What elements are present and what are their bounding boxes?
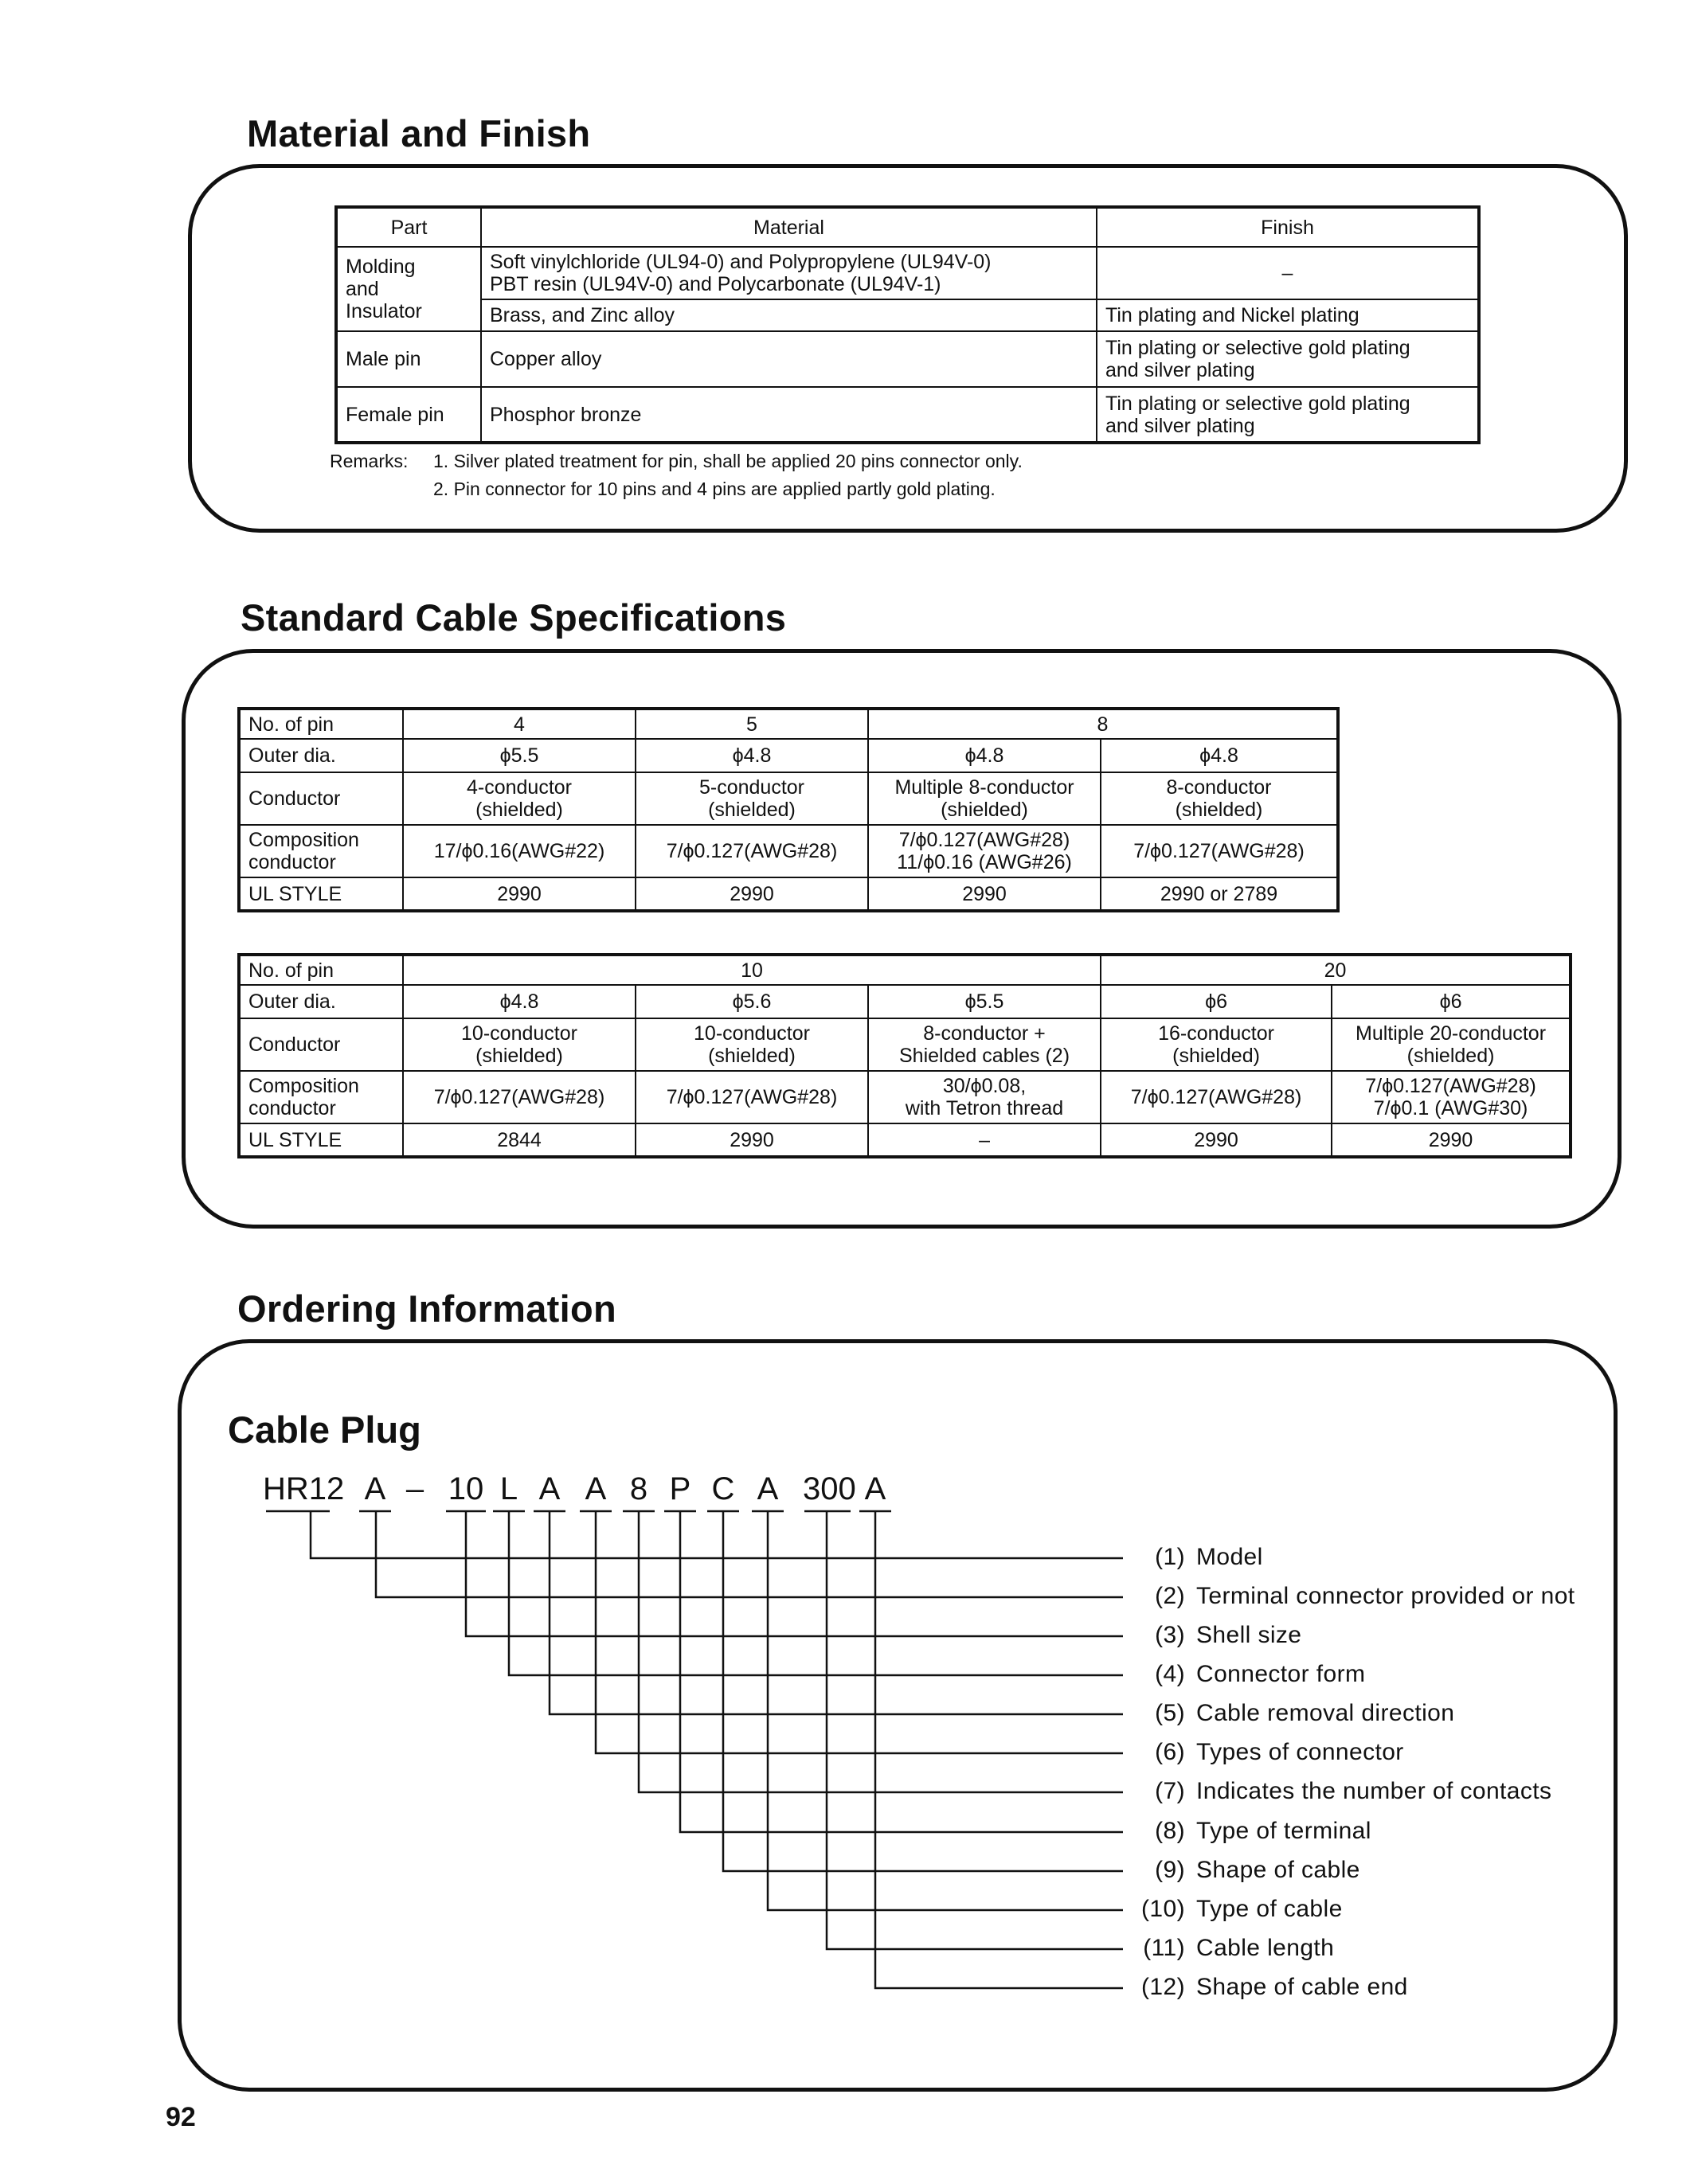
remark-1: 1. Silver plated treatment for pin, shall be applied 20 pins connector only. — [433, 451, 1023, 471]
cable-plug-subtitle: Cable Plug — [228, 1408, 421, 1451]
code-model: HR12 — [263, 1471, 345, 1506]
remarks-label: Remarks: — [330, 451, 409, 471]
material-molding: Soft vinylchloride (UL94-0) and Polypropylene (UL94V-0) PBT resin (UL94V-0) and Polycarbonate (UL94V-1) — [481, 247, 1097, 299]
pin-group: 8 — [868, 709, 1338, 739]
composition: 17/ϕ0.16(AWG#22) — [403, 825, 636, 877]
section-title-cable-specs: Standard Cable Specifications — [241, 596, 787, 639]
outer-dia: ϕ5.5 — [403, 739, 636, 772]
composition: 30/ϕ0.08, with Tetron thread — [868, 1071, 1101, 1123]
legend-item — [1129, 1583, 1575, 1610]
legend-item — [1129, 1974, 1408, 2001]
conductor: 8-conductor + Shielded cables (2) — [868, 1018, 1101, 1071]
legend-label: Terminal connector provided or not — [1196, 1583, 1575, 1609]
pin-group: 4 — [403, 709, 636, 739]
row-label-pins: No. of pin — [239, 955, 403, 985]
material-shell: Brass, and Zinc alloy — [481, 299, 1097, 331]
conductor: Multiple 20-conductor (shielded) — [1332, 1018, 1571, 1071]
pin-group: 5 — [636, 709, 868, 739]
legend-item — [1129, 1622, 1301, 1649]
code-removal-direction: A — [538, 1471, 561, 1506]
legend-item — [1129, 1778, 1551, 1805]
legend-label: Shape of cable end — [1196, 1974, 1408, 2000]
legend-num: (2) — [1155, 1583, 1185, 1609]
legend-label: Shape of cable — [1196, 1857, 1360, 1883]
ul-style: 2990 or 2789 — [1101, 877, 1338, 911]
legend-label: Types of connector — [1196, 1739, 1404, 1765]
legend-item — [1129, 1544, 1263, 1571]
ul-style: 2990 — [636, 877, 868, 911]
row-label-outer: Outer dia. — [239, 739, 403, 772]
legend-num: (5) — [1155, 1700, 1185, 1726]
conductor: 5-conductor (shielded) — [636, 772, 868, 825]
outer-dia: ϕ4.8 — [868, 739, 1101, 772]
composition: 7/ϕ0.127(AWG#28) — [636, 825, 868, 877]
outer-dia: ϕ4.8 — [1101, 739, 1338, 772]
code-shell-size: 10 — [448, 1471, 484, 1506]
legend-num: (6) — [1155, 1739, 1185, 1765]
header-material: Material — [481, 207, 1097, 247]
conductor: Multiple 8-conductor (shielded) — [868, 772, 1101, 825]
legend-label: Cable removal direction — [1196, 1700, 1455, 1726]
finish-female-pin: Tin plating or selective gold plating and silver plating — [1097, 387, 1479, 443]
legend-item — [1129, 1661, 1365, 1688]
legend-num: (4) — [1155, 1661, 1185, 1687]
row-label-pins: No. of pin — [239, 709, 403, 739]
part-molding: Molding and Insulator — [336, 247, 481, 331]
code-contacts: 8 — [629, 1471, 648, 1506]
legend-item — [1129, 1896, 1343, 1923]
legend-label: Type of cable — [1196, 1896, 1343, 1922]
material-male-pin: Copper alloy — [481, 331, 1097, 387]
ul-style: 2990 — [1101, 1123, 1332, 1157]
finish-shell: Tin plating and Nickel plating — [1097, 299, 1479, 331]
header-part: Part — [336, 207, 481, 247]
conductor: 16-conductor (shielded) — [1101, 1018, 1332, 1071]
ul-style: 2990 — [403, 877, 636, 911]
part-female-pin: Female pin — [336, 387, 481, 443]
conductor: 8-conductor (shielded) — [1101, 772, 1338, 825]
remark-2: 2. Pin connector for 10 pins and 4 pins are applied partly gold plating. — [433, 479, 996, 499]
finish-male-pin: Tin plating or selective gold plating and silver plating — [1097, 331, 1479, 387]
legend-num: (10) — [1141, 1896, 1185, 1922]
conductor: 10-conductor (shielded) — [636, 1018, 868, 1071]
part-male-pin: Male pin — [336, 331, 481, 387]
outer-dia: ϕ5.6 — [636, 985, 868, 1018]
legend-num: (11) — [1143, 1935, 1185, 1961]
code-dash: – — [405, 1471, 424, 1506]
legend-num: (9) — [1155, 1857, 1185, 1883]
material-female-pin: Phosphor bronze — [481, 387, 1097, 443]
section-title-ordering: Ordering Information — [237, 1287, 616, 1330]
legend-num: (12) — [1141, 1974, 1185, 2000]
outer-dia: ϕ5.5 — [868, 985, 1101, 1018]
page-number: 92 — [166, 2102, 196, 2132]
legend-label: Indicates the number of contacts — [1196, 1778, 1552, 1804]
legend-num: (7) — [1155, 1778, 1185, 1804]
legend-label: Type of terminal — [1196, 1818, 1371, 1844]
code-connector-form: L — [499, 1471, 518, 1506]
row-label-conductor: Conductor — [239, 772, 403, 825]
composition: 7/ϕ0.127(AWG#28) — [1101, 825, 1338, 877]
outer-dia: ϕ6 — [1332, 985, 1571, 1018]
outer-dia: ϕ6 — [1101, 985, 1332, 1018]
legend-label: Cable length — [1196, 1935, 1335, 1961]
legend-label: Connector form — [1196, 1661, 1366, 1687]
conductor: 10-conductor (shielded) — [403, 1018, 636, 1071]
code-cable-type: A — [757, 1471, 779, 1506]
row-label-composition: Composition conductor — [239, 1071, 403, 1123]
code-connector-type: A — [585, 1471, 607, 1506]
row-label-conductor: Conductor — [239, 1018, 403, 1071]
outer-dia: ϕ4.8 — [636, 739, 868, 772]
code-cable-end: A — [864, 1471, 886, 1506]
header-finish: Finish — [1097, 207, 1479, 247]
conductor: 4-conductor (shielded) — [403, 772, 636, 825]
legend-num: (8) — [1155, 1818, 1185, 1844]
composition: 7/ϕ0.127(AWG#28) — [636, 1071, 868, 1123]
composition: 7/ϕ0.127(AWG#28) 7/ϕ0.1 (AWG#30) — [1332, 1071, 1571, 1123]
ul-style: – — [868, 1123, 1101, 1157]
composition: 7/ϕ0.127(AWG#28) — [403, 1071, 636, 1123]
row-label-ul: UL STYLE — [239, 877, 403, 911]
section-title-material-finish: Material and Finish — [247, 112, 591, 154]
row-label-composition: Composition conductor — [239, 825, 403, 877]
pin-group: 20 — [1101, 955, 1571, 985]
code-terminal: A — [364, 1471, 386, 1506]
row-label-ul: UL STYLE — [239, 1123, 403, 1157]
legend-label: Model — [1196, 1544, 1263, 1570]
composition: 7/ϕ0.127(AWG#28) — [1101, 1071, 1332, 1123]
legend-item — [1129, 1700, 1454, 1727]
ul-style: 2990 — [1332, 1123, 1571, 1157]
ul-style: 2990 — [636, 1123, 868, 1157]
row-label-outer: Outer dia. — [239, 985, 403, 1018]
pin-group: 10 — [403, 955, 1101, 985]
code-cable-shape: C — [711, 1471, 735, 1506]
legend-item — [1129, 1818, 1371, 1845]
outer-dia: ϕ4.8 — [403, 985, 636, 1018]
legend-num: (1) — [1155, 1544, 1185, 1570]
code-terminal-type: P — [669, 1471, 691, 1506]
legend-item — [1129, 1935, 1334, 1962]
legend-label: Shell size — [1196, 1622, 1302, 1648]
ul-style: 2844 — [403, 1123, 636, 1157]
legend-item — [1129, 1857, 1360, 1884]
code-cable-length: 300 — [803, 1471, 856, 1506]
legend-item — [1129, 1739, 1404, 1766]
ul-style: 2990 — [868, 877, 1101, 911]
legend-num: (3) — [1155, 1622, 1185, 1648]
composition: 7/ϕ0.127(AWG#28) 11/ϕ0.16 (AWG#26) — [868, 825, 1101, 877]
finish-molding: – — [1097, 247, 1479, 299]
